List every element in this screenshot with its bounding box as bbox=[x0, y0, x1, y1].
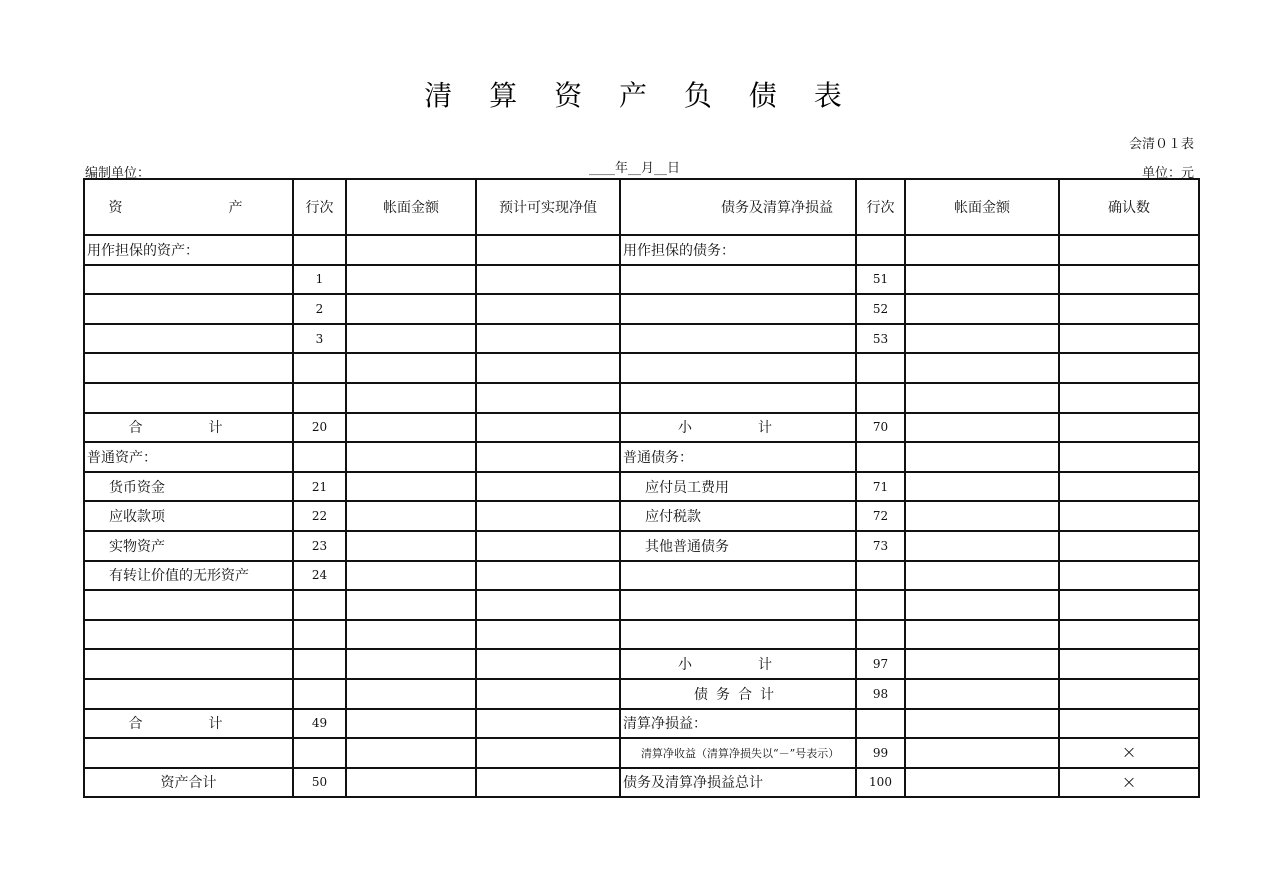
left-line-cell[interactable]: 24 bbox=[293, 561, 346, 591]
table-row bbox=[84, 324, 1199, 354]
confirmed-cell[interactable] bbox=[1059, 561, 1199, 591]
right-label-cell[interactable] bbox=[620, 383, 856, 413]
right-line-cell[interactable]: 73 bbox=[856, 531, 905, 561]
left-label-cell[interactable] bbox=[84, 353, 293, 383]
confirmed-cell[interactable] bbox=[1059, 324, 1199, 354]
asset-book-cell[interactable] bbox=[346, 501, 476, 531]
liability-book-cell[interactable] bbox=[905, 353, 1059, 383]
right-line-cell[interactable]: 71 bbox=[856, 472, 905, 502]
left-label-cell[interactable] bbox=[84, 294, 293, 324]
confirmed-cell[interactable] bbox=[1059, 413, 1199, 443]
confirmed-cell[interactable] bbox=[1059, 620, 1199, 650]
asset-nrv-cell[interactable] bbox=[476, 294, 620, 324]
right-line-cell[interactable]: 70 bbox=[856, 413, 905, 443]
liability-book-cell[interactable] bbox=[905, 265, 1059, 295]
left-label-cell[interactable]: 应收款项 bbox=[84, 501, 293, 531]
left-line-cell[interactable] bbox=[293, 620, 346, 650]
left-line-cell[interactable] bbox=[293, 442, 346, 472]
right-line-cell[interactable]: 100 bbox=[856, 768, 905, 798]
left-label-cell[interactable] bbox=[84, 620, 293, 650]
asset-book-cell[interactable] bbox=[346, 709, 476, 739]
right-label-cell[interactable]: 用作担保的债务： bbox=[620, 235, 856, 265]
right-label-cell[interactable] bbox=[620, 590, 856, 620]
right-label-cell[interactable]: 清算净收益（清算净损失以“－”号表示） bbox=[620, 738, 856, 768]
left-line-cell[interactable]: 20 bbox=[293, 413, 346, 443]
asset-nrv-cell[interactable] bbox=[476, 324, 620, 354]
asset-nrv-cell[interactable] bbox=[476, 383, 620, 413]
report-title: 清 算 资 产 负 债 表 bbox=[424, 79, 856, 112]
confirmed-cell[interactable] bbox=[1059, 265, 1199, 295]
right-label-cell[interactable]: 债务及清算净损益总计 bbox=[620, 768, 856, 798]
right-line-cell[interactable]: 72 bbox=[856, 501, 905, 531]
left-label-cell[interactable] bbox=[84, 324, 293, 354]
right-line-cell[interactable] bbox=[856, 709, 905, 739]
table-row bbox=[84, 649, 1199, 679]
right-line-cell[interactable] bbox=[856, 383, 905, 413]
table-row bbox=[84, 620, 1199, 650]
asset-nrv-cell[interactable] bbox=[476, 413, 620, 443]
left-label-cell[interactable]: 货币资金 bbox=[84, 472, 293, 502]
right-label-cell[interactable]: 应付员工费用 bbox=[620, 472, 856, 502]
left-line-cell[interactable] bbox=[293, 738, 346, 768]
table-row bbox=[84, 561, 1199, 591]
balance-sheet-table bbox=[83, 178, 1200, 798]
right-label-cell[interactable] bbox=[620, 324, 856, 354]
table-row bbox=[84, 235, 1199, 265]
table-row bbox=[84, 472, 1199, 502]
right-label-cell[interactable]: 其他普通债务 bbox=[620, 531, 856, 561]
asset-nrv-cell[interactable] bbox=[476, 265, 620, 295]
confirmed-cell[interactable] bbox=[1059, 531, 1199, 561]
left-line-cell[interactable] bbox=[293, 383, 346, 413]
asset-book-cell[interactable] bbox=[346, 383, 476, 413]
unit-label: 单位：元 bbox=[1141, 166, 1194, 181]
confirmed-cell[interactable] bbox=[1059, 501, 1199, 531]
asset-book-cell[interactable] bbox=[346, 413, 476, 443]
asset-book-cell[interactable] bbox=[346, 294, 476, 324]
asset-nrv-cell[interactable] bbox=[476, 679, 620, 709]
asset-nrv-cell[interactable] bbox=[476, 649, 620, 679]
liability-book-cell[interactable] bbox=[905, 324, 1059, 354]
left-line-cell[interactable] bbox=[293, 679, 346, 709]
asset-book-cell[interactable] bbox=[346, 649, 476, 679]
header-liability-line: 行次 bbox=[856, 179, 905, 235]
confirmed-cell[interactable] bbox=[1059, 294, 1199, 324]
left-label-cell[interactable] bbox=[84, 649, 293, 679]
asset-nrv-cell[interactable] bbox=[476, 501, 620, 531]
asset-book-cell[interactable] bbox=[346, 679, 476, 709]
right-label-cell[interactable] bbox=[620, 561, 856, 591]
right-line-cell[interactable] bbox=[856, 620, 905, 650]
header-liability-book: 帐面金额 bbox=[905, 179, 1059, 235]
confirmed-cell[interactable] bbox=[1059, 590, 1199, 620]
left-label-cell[interactable] bbox=[84, 590, 293, 620]
confirmed-cell[interactable] bbox=[1059, 649, 1199, 679]
confirmed-cell[interactable] bbox=[1059, 709, 1199, 739]
form-code: 会清０１表 bbox=[1128, 137, 1194, 152]
right-label-cell[interactable] bbox=[620, 353, 856, 383]
asset-book-cell[interactable] bbox=[346, 590, 476, 620]
asset-book-cell[interactable] bbox=[346, 472, 476, 502]
left-line-cell[interactable] bbox=[293, 235, 346, 265]
confirmed-cell[interactable] bbox=[1059, 472, 1199, 502]
left-line-cell[interactable]: 22 bbox=[293, 501, 346, 531]
left-line-cell[interactable] bbox=[293, 590, 346, 620]
left-line-cell[interactable]: 1 bbox=[293, 265, 346, 295]
asset-book-cell[interactable] bbox=[346, 442, 476, 472]
right-label-cell[interactable]: 应付税款 bbox=[620, 501, 856, 531]
asset-nrv-cell[interactable] bbox=[476, 620, 620, 650]
liability-book-cell[interactable] bbox=[905, 738, 1059, 768]
asset-nrv-cell[interactable] bbox=[476, 561, 620, 591]
liability-book-cell[interactable] bbox=[905, 442, 1059, 472]
liability-book-cell[interactable] bbox=[905, 413, 1059, 443]
asset-nrv-cell[interactable] bbox=[476, 768, 620, 798]
right-label-cell[interactable]: 小 计 bbox=[620, 413, 856, 443]
right-label-cell[interactable]: 小 计 bbox=[620, 649, 856, 679]
table-row bbox=[84, 413, 1199, 443]
asset-nrv-cell[interactable] bbox=[476, 442, 620, 472]
table-row bbox=[84, 590, 1199, 620]
left-label-cell[interactable]: 实物资产 bbox=[84, 531, 293, 561]
confirmed-cell[interactable] bbox=[1059, 738, 1199, 768]
liability-book-cell[interactable] bbox=[905, 235, 1059, 265]
left-label-cell[interactable]: 合 计 bbox=[84, 413, 293, 443]
right-line-cell[interactable]: 98 bbox=[856, 679, 905, 709]
asset-nrv-cell[interactable] bbox=[476, 531, 620, 561]
confirmed-cell[interactable] bbox=[1059, 383, 1199, 413]
left-label-cell[interactable]: 合 计 bbox=[84, 709, 293, 739]
asset-nrv-cell[interactable] bbox=[476, 353, 620, 383]
table-row bbox=[84, 294, 1199, 324]
left-line-cell[interactable] bbox=[293, 649, 346, 679]
asset-book-cell[interactable] bbox=[346, 353, 476, 383]
header-asset: 资 产 bbox=[84, 179, 293, 235]
left-line-cell[interactable] bbox=[293, 353, 346, 383]
right-line-cell[interactable] bbox=[856, 561, 905, 591]
left-label-cell[interactable]: 有转让价值的无形资产 bbox=[84, 561, 293, 591]
right-line-cell[interactable]: 97 bbox=[856, 649, 905, 679]
asset-nrv-cell[interactable] bbox=[476, 738, 620, 768]
right-label-cell[interactable] bbox=[620, 294, 856, 324]
asset-nrv-cell[interactable] bbox=[476, 235, 620, 265]
left-label-cell[interactable]: 普通资产： bbox=[84, 442, 293, 472]
table-row bbox=[84, 709, 1199, 739]
asset-book-cell[interactable] bbox=[346, 235, 476, 265]
left-line-cell[interactable]: 21 bbox=[293, 472, 346, 502]
table-row bbox=[84, 531, 1199, 561]
left-line-cell[interactable]: 2 bbox=[293, 294, 346, 324]
right-label-cell[interactable] bbox=[620, 620, 856, 650]
confirmed-cell[interactable] bbox=[1059, 768, 1199, 798]
header-asset-line: 行次 bbox=[293, 179, 346, 235]
header-asset-book: 帐面金额 bbox=[346, 179, 476, 235]
left-line-cell[interactable]: 3 bbox=[293, 324, 346, 354]
asset-nrv-cell[interactable] bbox=[476, 590, 620, 620]
asset-book-cell[interactable] bbox=[346, 738, 476, 768]
confirmed-cell[interactable] bbox=[1059, 679, 1199, 709]
liability-book-cell[interactable] bbox=[905, 768, 1059, 798]
header-liability: 债务及清算净损益 bbox=[620, 179, 856, 235]
left-label-cell[interactable]: 资产合计 bbox=[84, 768, 293, 798]
liability-book-cell[interactable] bbox=[905, 649, 1059, 679]
asset-nrv-cell[interactable] bbox=[476, 709, 620, 739]
liability-book-cell[interactable] bbox=[905, 679, 1059, 709]
table-row bbox=[84, 353, 1199, 383]
cross-icon: × bbox=[1121, 771, 1137, 793]
liability-book-cell[interactable] bbox=[905, 472, 1059, 502]
table-row bbox=[84, 768, 1199, 798]
left-label-cell[interactable]: 用作担保的资产： bbox=[84, 235, 293, 265]
right-label-cell[interactable]: 清算净损益： bbox=[620, 709, 856, 739]
asset-book-cell[interactable] bbox=[346, 531, 476, 561]
asset-book-cell[interactable] bbox=[346, 265, 476, 295]
liability-book-cell[interactable] bbox=[905, 561, 1059, 591]
header-confirmed: 确认数 bbox=[1059, 179, 1199, 235]
left-label-cell[interactable] bbox=[84, 265, 293, 295]
right-line-cell[interactable] bbox=[856, 235, 905, 265]
left-line-cell[interactable]: 50 bbox=[293, 768, 346, 798]
asset-book-cell[interactable] bbox=[346, 561, 476, 591]
right-line-cell[interactable]: 99 bbox=[856, 738, 905, 768]
liability-book-cell[interactable] bbox=[905, 501, 1059, 531]
right-line-cell[interactable]: 52 bbox=[856, 294, 905, 324]
right-line-cell[interactable] bbox=[856, 442, 905, 472]
asset-book-cell[interactable] bbox=[346, 768, 476, 798]
header-row bbox=[84, 179, 1199, 235]
left-line-cell[interactable]: 23 bbox=[293, 531, 346, 561]
right-line-cell[interactable] bbox=[856, 353, 905, 383]
table-row bbox=[84, 265, 1199, 295]
left-line-cell[interactable]: 49 bbox=[293, 709, 346, 739]
liability-book-cell[interactable] bbox=[905, 294, 1059, 324]
liability-book-cell[interactable] bbox=[905, 620, 1059, 650]
asset-book-cell[interactable] bbox=[346, 324, 476, 354]
right-line-cell[interactable]: 51 bbox=[856, 265, 905, 295]
right-line-cell[interactable]: 53 bbox=[856, 324, 905, 354]
right-label-cell[interactable] bbox=[620, 265, 856, 295]
left-label-cell[interactable] bbox=[84, 383, 293, 413]
liability-book-cell[interactable] bbox=[905, 531, 1059, 561]
confirmed-cell[interactable] bbox=[1059, 235, 1199, 265]
right-label-cell[interactable]: 债务合计 bbox=[620, 679, 856, 709]
left-label-cell[interactable] bbox=[84, 738, 293, 768]
table-row bbox=[84, 738, 1199, 768]
liability-book-cell[interactable] bbox=[905, 590, 1059, 620]
liability-book-cell[interactable] bbox=[905, 383, 1059, 413]
confirmed-cell[interactable] bbox=[1059, 442, 1199, 472]
left-label-cell[interactable] bbox=[84, 679, 293, 709]
cross-icon: × bbox=[1121, 742, 1137, 764]
header-asset-nrv: 预计可实现净值 bbox=[476, 179, 620, 235]
right-label-cell[interactable]: 普通债务： bbox=[620, 442, 856, 472]
asset-book-cell[interactable] bbox=[346, 620, 476, 650]
asset-nrv-cell[interactable] bbox=[476, 472, 620, 502]
date-label: ____年__月__日 bbox=[589, 161, 681, 176]
confirmed-cell[interactable] bbox=[1059, 353, 1199, 383]
liability-book-cell[interactable] bbox=[905, 709, 1059, 739]
table-row bbox=[84, 679, 1199, 709]
right-line-cell[interactable] bbox=[856, 590, 905, 620]
org-label: 编制单位： bbox=[85, 166, 151, 181]
table-row bbox=[84, 501, 1199, 531]
table-row bbox=[84, 383, 1199, 413]
table-row bbox=[84, 442, 1199, 472]
